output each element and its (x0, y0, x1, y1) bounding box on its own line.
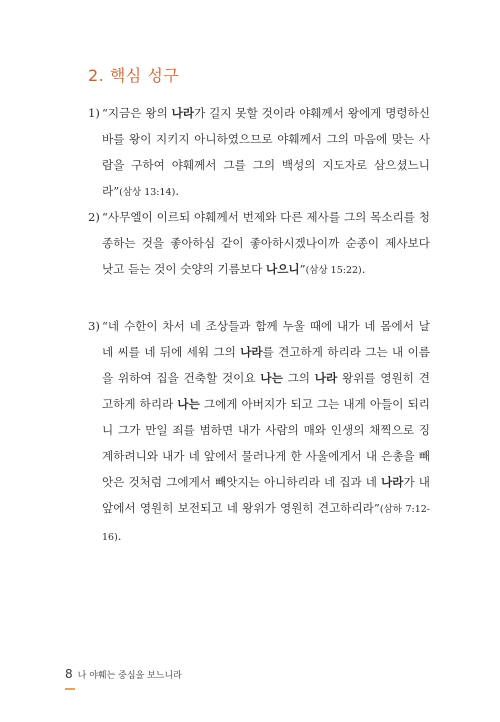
verse-reference: (삼상 15:22) (305, 265, 362, 276)
verse-text-segment: . (175, 184, 179, 198)
emphasis-text: 나라 (381, 475, 404, 489)
verse-number: 3) (88, 319, 100, 333)
verse-number: 1) (88, 106, 100, 120)
verse-text (88, 100, 430, 206)
section-heading: 2. 핵심 성구 (88, 66, 180, 85)
verse-text-segment: 가 내 앞에서 영원히 보전되고 네 왕위가 영원히 견고하리라” (102, 475, 431, 515)
emphasis-text: 나라 (240, 345, 263, 359)
page-number: 8 (65, 667, 73, 681)
verse-text-segment: . (117, 529, 122, 543)
book-title: 나 야훼는 중심을 보느니라 (77, 671, 182, 681)
verse-number: 2) (88, 210, 100, 224)
verse-text-segment: . (361, 262, 366, 276)
verse-1 (88, 100, 430, 206)
verse-text (88, 204, 430, 284)
emphasis-text: 나는 (177, 397, 200, 411)
verse-3 (88, 313, 430, 551)
page-footer (65, 667, 182, 681)
footer-accent-line (65, 688, 75, 690)
verse-text-segment: 를 견고하게 하리라 그는 내 이름을 위하여 집을 건축할 것이요 (102, 345, 431, 385)
emphasis-text: 나으니 (266, 262, 300, 276)
emphasis-text: 나라 (171, 106, 195, 120)
verse-2 (88, 204, 430, 284)
verse-text-segment: 왕위를 영원히 견고하게 하리라 (102, 371, 430, 411)
verse-reference: (삼하 7:12-16) (102, 504, 430, 543)
verse-reference: (삼상 13:14) (119, 187, 176, 198)
verse-text-segment: 그의 (282, 371, 315, 385)
emphasis-text: 나라 (314, 371, 338, 385)
verse-text-segment: “사무엘이 이르되 야훼께서 번제와 다른 제사를 그의 목소리를 청종하는 것을 좋아하심 같이 좋아하시겠나이까 순종이 제사보다 낫고 듣는 것이 숫양의 기름보다 (102, 210, 430, 276)
verse-text-segment: ” (299, 262, 306, 276)
emphasis-text: 나는 (260, 371, 283, 385)
verse-text (88, 313, 430, 551)
verse-text-segment: 그에게 아버지가 되고 그는 내게 아들이 되리니 그가 만일 죄를 범하면 내가 사람의 매와 인생의 채찍으로 징계하려니와 내가 네 앞에서 물러나게 한 사울에게서 내 은총을 빼앗은 것처럼 그에게서 빼앗지는 아니하리라 네 집과 네 (102, 397, 430, 489)
verse-text-segment: “지금은 왕의 (102, 106, 172, 120)
verse-text-segment: “네 수한이 차서 네 조상들과 함께 누울 때에 내가 네 몸에서 날 네 씨를 네 뒤에 세워 그의 (102, 319, 430, 359)
verse-text-segment: 가 길지 못할 것이라 야훼께서 왕에게 명령하신 바를 왕이 지키지 아니하였으므로 야훼께서 그의 마음에 맞는 사람을 구하여 야훼께서 그를 그의 백성의 지도자로 삼으셨느니라” (102, 106, 431, 198)
